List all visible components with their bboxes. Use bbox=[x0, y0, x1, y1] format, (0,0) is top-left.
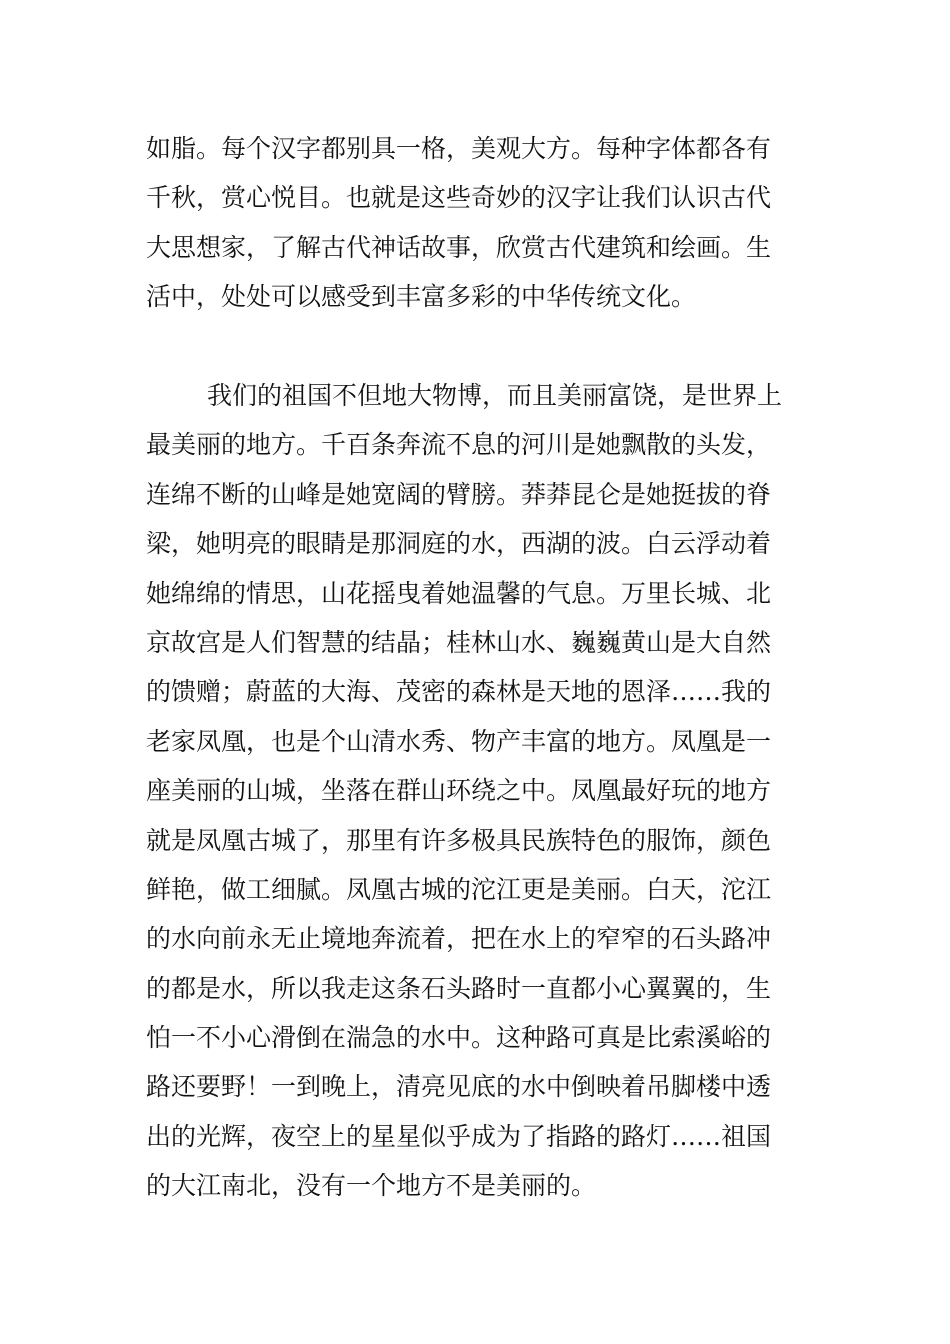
text-line: 我们的祖国不但地大物博，而且美丽富饶，是世界上 bbox=[207, 381, 783, 410]
text-line: 活中，处处可以感受到丰富多彩的中华传统文化。 bbox=[146, 282, 697, 312]
text-line: 大思想家，了解古代神话故事，欣赏古代建筑和绘画。生 bbox=[146, 232, 772, 262]
text-line: 千秋，赏心悦目。也就是这些奇妙的汉字让我们认识古代 bbox=[146, 183, 772, 213]
text-line: 梁，她明亮的眼睛是那洞庭的水，西湖的波。白云浮动着 bbox=[146, 529, 772, 559]
text-line: 连绵不断的山峰是她宽阔的臂膀。莽莽昆仑是她挺拔的脊 bbox=[146, 479, 772, 509]
text-line: 如脂。每个汉字都别具一格，美观大方。每种字体都各有 bbox=[146, 134, 772, 163]
text-line: 的大江南北，没有一个地方不是美丽的。 bbox=[146, 1171, 597, 1201]
text-line: 的都是水，所以我走这条石头路时一直都小心翼翼的，生 bbox=[146, 973, 772, 1003]
paragraph-2 bbox=[146, 371, 808, 1211]
text-line: 出的光辉，夜空上的星星似乎成为了指路的路灯……祖国 bbox=[146, 1121, 772, 1151]
text-line: 京故宫是人们智慧的结晶；桂林山水、巍巍黄山是大自然 bbox=[146, 627, 772, 657]
text-line: 的馈赠；蔚蓝的大海、茂密的森林是天地的恩泽……我的 bbox=[146, 677, 772, 707]
text-line: 怕一不小心滑倒在湍急的水中。这种路可真是比索溪峪的 bbox=[146, 1023, 772, 1053]
text-line: 老家凤凰，也是个山清水秀、物产丰富的地方。凤凰是一 bbox=[146, 726, 772, 756]
text-line: 座美丽的山城，坐落在群山环绕之中。凤凰最好玩的地方 bbox=[146, 776, 772, 806]
paragraph-1 bbox=[146, 124, 808, 322]
text-line: 最美丽的地方。千百条奔流不息的河川是她飘散的头发， bbox=[146, 430, 772, 460]
text-line: 鲜艳，做工细腻。凤凰古城的沱江更是美丽。白天，沱江 bbox=[146, 874, 772, 904]
text-line: 的水向前永无止境地奔流着，把在水上的窄窄的石头路冲 bbox=[146, 924, 772, 954]
text-line: 路还要野！一到晚上，清亮见底的水中倒映着吊脚楼中透 bbox=[146, 1072, 772, 1102]
text-line: 她绵绵的情思，山花摇曳着她温馨的气息。万里长城、北 bbox=[146, 578, 772, 608]
text-line: 就是凤凰古城了，那里有许多极具民族特色的服饰，颜色 bbox=[146, 825, 772, 855]
